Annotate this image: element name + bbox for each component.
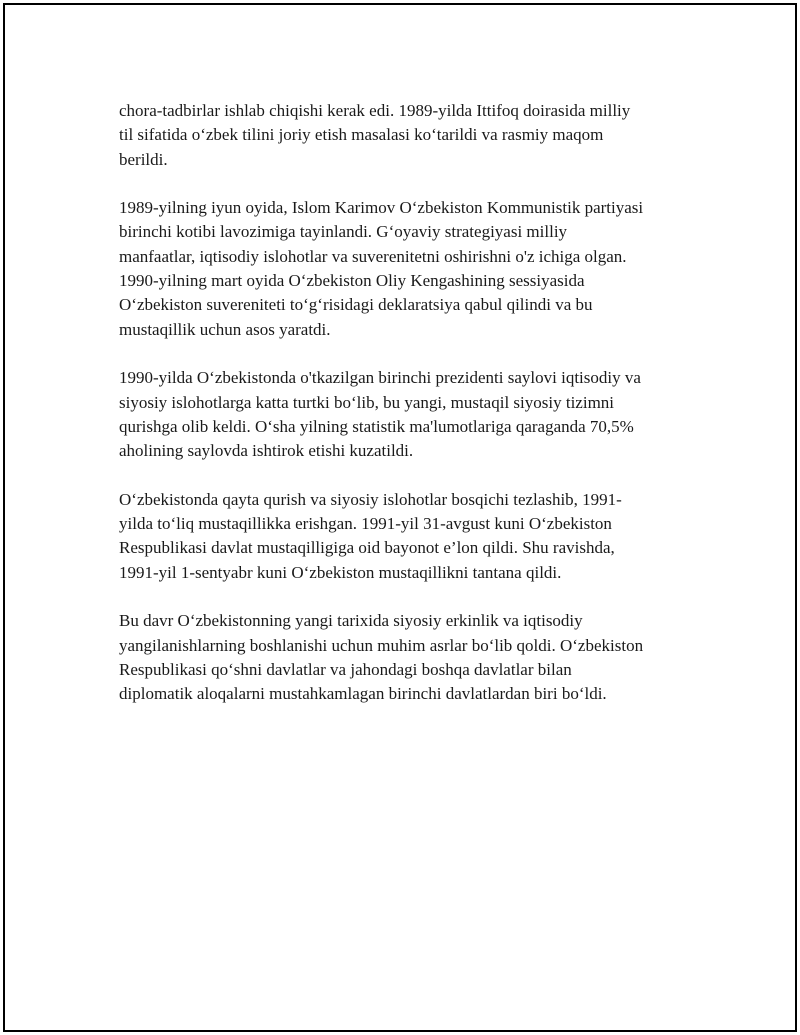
text-line: Bu davr Oʻzbekistonning yangi tarixida siyosiy erkinlik va iqtisodiy — [119, 611, 583, 631]
text-line: yangilanishlarning boshlanishi uchun muhim asrlar boʻlib qoldi. Oʻzbekiston — [119, 635, 644, 655]
text-line: Oʻzbekistonda qayta qurish va siyosiy islohotlar bosqichi tezlashib, 1991- — [119, 489, 622, 509]
text-line: berildi. — [119, 149, 168, 169]
text-line: Oʻzbekiston suvereniteti toʻgʻrisidagi deklaratsiya qabul qilindi va bu — [119, 295, 593, 315]
text-line: mustaqillik uchun asos yaratdi. — [119, 319, 331, 339]
text-line: siyosiy islohotlarga katta turtki boʻlib, bu yangi, mustaqil siyosiy tizimni — [119, 392, 615, 412]
paragraph-1 — [119, 99, 691, 172]
text-line: Respublikasi qoʻshni davlatlar va jahondagi boshqa davlatlar bilan — [119, 659, 572, 679]
text-line: qurishga olib keldi. Oʻsha yilning statistik ma'lumotlariga qaraganda 70,5% — [119, 416, 634, 436]
text-line: Respublikasi davlat mustaqilligiga oid bayonot e’lon qildi. Shu ravishda, — [119, 538, 615, 558]
text-line: yilda toʻliq mustaqillikka erishgan. 1991-yil 31-avgust kuni Oʻzbekiston — [119, 514, 612, 534]
text-line: 1989-yilning iyun oyida, Islom Karimov Oʻzbekiston Kommunistik partiyasi — [119, 198, 644, 218]
text-line: 1991-yil 1-sentyabr kuni Oʻzbekiston mustaqillikni tantana qildi. — [119, 562, 562, 582]
text-line: birinchi kotibi lavozimiga tayinlandi. Gʻoyaviy strategiyasi milliy — [119, 222, 568, 242]
text-line: manfaatlar, iqtisodiy islohotlar va suverenitetni oshirishni o'z ichiga olgan. — [119, 246, 627, 266]
paragraph-4 — [119, 488, 691, 585]
text-line: 1990-yilning mart oyida Oʻzbekiston Oliy Kengashining sessiyasida — [119, 271, 585, 291]
document-body — [119, 99, 691, 731]
text-line: til sifatida oʻzbek tilini joriy etish masalasi koʻtarildi va rasmiy maqom — [119, 125, 604, 145]
paragraph-3 — [119, 366, 691, 463]
paragraph-5 — [119, 609, 691, 706]
text-line: diplomatik aloqalarni mustahkamlagan birinchi davlatlardan biri boʻldi. — [119, 684, 607, 704]
paragraph-2 — [119, 196, 691, 342]
text-line: 1990-yilda Oʻzbekistonda o'tkazilgan birinchi prezidenti saylovi iqtisodiy va — [119, 368, 641, 388]
text-line: aholining saylovda ishtirok etishi kuzatildi. — [119, 441, 414, 461]
text-line: chora-tadbirlar ishlab chiqishi kerak edi. 1989-yilda Ittifoq doirasida milliy — [119, 101, 631, 120]
document-page — [3, 3, 797, 1032]
